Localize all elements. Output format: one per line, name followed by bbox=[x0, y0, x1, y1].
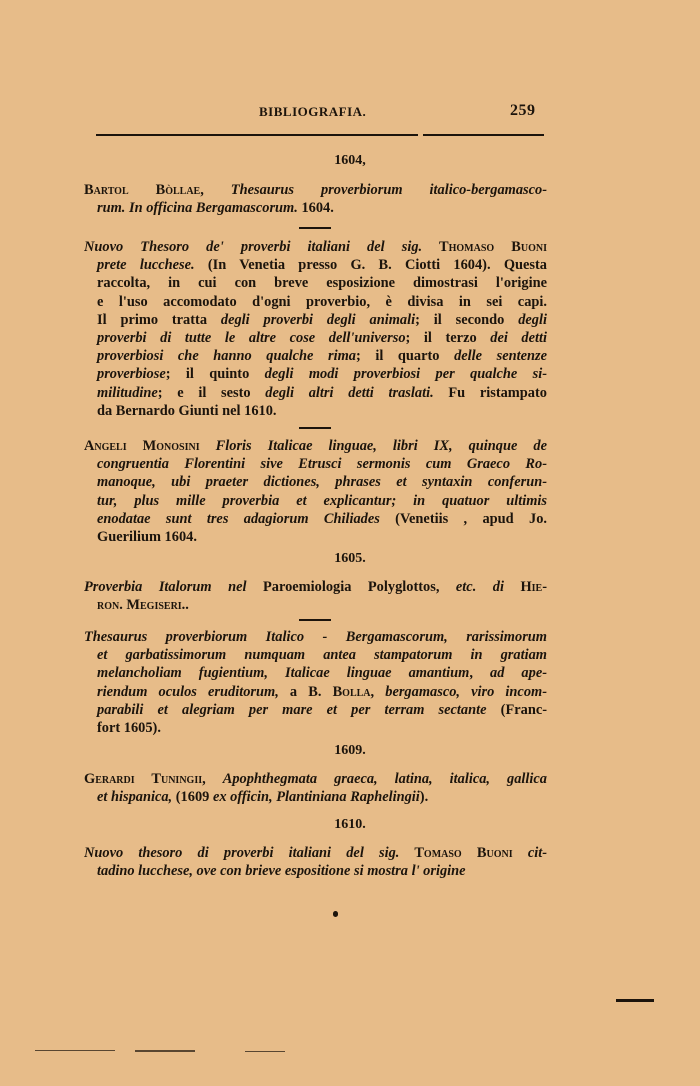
scan-mark bbox=[245, 1051, 285, 1052]
text: (Franc- bbox=[486, 701, 547, 718]
italic-text: et hispanica, bbox=[97, 789, 173, 806]
italic-text: militudine bbox=[97, 384, 158, 401]
text-line bbox=[84, 683, 547, 701]
italic-text: degli modi proverbiosi per qualche si- bbox=[264, 366, 547, 383]
italic-text: congruentia Florentini sive Etrusci sermonis cum Graeco Ro- bbox=[97, 456, 547, 473]
italic-text: prete lucchese. bbox=[97, 257, 195, 274]
bibliography-entry bbox=[84, 181, 547, 217]
page-number: 259 bbox=[510, 102, 536, 119]
italic-text: riendum oculos eruditorum, bbox=[97, 683, 279, 700]
year-heading-1610: 1610. bbox=[334, 817, 366, 832]
italic-text: delle sentenze bbox=[454, 348, 547, 365]
italic-text: tadino lucchese, ove con brieve espositione si mostra l' origine bbox=[97, 863, 466, 880]
ink-spot bbox=[333, 911, 338, 917]
author-name: ron. Megiseri.. bbox=[97, 597, 189, 614]
year-heading-1609: 1609. bbox=[334, 743, 366, 758]
text: ). bbox=[419, 789, 429, 806]
italic-text: ex officin, Plantiniana Raphelingii bbox=[212, 789, 420, 806]
separator-dash bbox=[299, 619, 331, 621]
header-rule-right bbox=[423, 134, 544, 136]
text-line bbox=[84, 788, 547, 806]
text-line bbox=[84, 664, 547, 682]
text: Paroemiologia Polyglottos, bbox=[246, 579, 456, 595]
text: Fu ristampato bbox=[433, 384, 547, 401]
text-line bbox=[84, 384, 547, 402]
text: raccolta, in cui con breve esposizione dimostrasi l'origine bbox=[97, 275, 547, 292]
italic-text: parabili et alegriam per mare et per terram sectante bbox=[97, 701, 487, 718]
italic-text: tur, plus mille proverbia et explicantur; in quatuor ultimis bbox=[97, 492, 547, 509]
bibliography-entry bbox=[84, 578, 547, 614]
text-line bbox=[84, 646, 547, 664]
text-line bbox=[84, 347, 547, 365]
author-name: Bartol Bòllae, bbox=[84, 182, 204, 198]
text-line bbox=[84, 492, 547, 510]
italic-text: Apophthegmata graeca, latina, italica, gallica bbox=[222, 771, 547, 787]
year-heading-1604: 1604, bbox=[334, 153, 366, 168]
scan-mark bbox=[35, 1050, 115, 1051]
bibliography-entry bbox=[84, 238, 547, 420]
italic-text: degli proverbi degli animali bbox=[220, 311, 416, 328]
italic-text: Thesaurus proverbiorum italico-bergamasco- bbox=[203, 182, 547, 198]
italic-text: Floris Italicae linguae, libri IX, quinque de bbox=[215, 438, 547, 454]
text-line bbox=[84, 256, 547, 274]
italic-text: et garbatissimorum numquam antea stampatorum in gratiam bbox=[97, 647, 547, 664]
separator-dash bbox=[299, 427, 331, 429]
text: Il primo tratta bbox=[97, 311, 221, 328]
author-name: Gerardi Tuningii, bbox=[84, 771, 223, 787]
text-line bbox=[84, 528, 547, 546]
author-name: Thomaso Buoni bbox=[422, 239, 547, 255]
text: e l'uso accomodato d'ogni proverbio, è divisa in sei capi. bbox=[97, 293, 547, 310]
italic-text: Proverbia Italorum nel bbox=[84, 579, 247, 595]
author-name: Angeli Monosini bbox=[84, 438, 216, 454]
text-line bbox=[84, 293, 547, 311]
text: ; e il sesto bbox=[157, 384, 266, 401]
text: (1609 bbox=[172, 789, 213, 806]
text-line bbox=[84, 628, 547, 646]
text-line bbox=[84, 329, 547, 347]
italic-text: Thesaurus proverbiorum Italico - Bergamascorum, rarissimorum bbox=[84, 629, 547, 645]
text: (Venetiis , apud Jo. bbox=[379, 510, 547, 527]
italic-text: proverbi di tutte le altre cose dell'universo bbox=[97, 329, 406, 346]
text-line bbox=[84, 238, 547, 256]
text: fort 1605). bbox=[97, 719, 161, 736]
text: Guerilium 1604. bbox=[97, 528, 197, 545]
text: , bbox=[370, 683, 386, 700]
text-line bbox=[84, 274, 547, 292]
text: ; il secondo bbox=[415, 311, 519, 328]
text: ; il terzo bbox=[405, 329, 491, 346]
text: (In Venetia presso G. B. Ciotti 1604). Questa bbox=[194, 257, 547, 274]
text-line bbox=[84, 402, 547, 420]
text-line bbox=[84, 311, 547, 329]
bibliography-entry bbox=[84, 437, 547, 546]
separator-dash bbox=[299, 227, 331, 229]
author-name: B. Bolla bbox=[308, 683, 371, 700]
text-line bbox=[84, 596, 547, 614]
text-line bbox=[84, 578, 547, 596]
italic-text: cit- bbox=[527, 845, 547, 861]
italic-text: Nuovo thesoro di proverbi italiani del sig. bbox=[84, 845, 400, 861]
text-line bbox=[84, 862, 547, 880]
italic-text: rum. In officina Bergamascorum. bbox=[97, 200, 298, 217]
italic-text: bergamasco, viro incom- bbox=[385, 683, 547, 700]
text-line bbox=[84, 455, 547, 473]
text-line bbox=[84, 770, 547, 788]
text-line bbox=[84, 719, 547, 737]
text-line bbox=[84, 365, 547, 383]
text-line bbox=[84, 701, 547, 719]
text: ; il quinto bbox=[165, 366, 265, 383]
italic-text: ad ape- bbox=[490, 665, 547, 682]
header-rule-left bbox=[96, 134, 418, 136]
header-title: BIBLIOGRAFIA. bbox=[259, 104, 367, 119]
text: da Bernardo Giunti nel 1610. bbox=[97, 402, 277, 419]
italic-text: enodatae sunt tres adagiorum Chiliades bbox=[97, 510, 380, 527]
italic-text: melancholiam fugientium, Italicae linguae amantium bbox=[97, 665, 470, 682]
scan-mark bbox=[135, 1050, 195, 1052]
italic-text: etc. di bbox=[455, 579, 504, 595]
text-line bbox=[84, 437, 547, 455]
italic-text: proverbiosi che hanno qualche rima bbox=[97, 348, 356, 365]
text: ; il quarto bbox=[355, 348, 455, 365]
text-line bbox=[84, 199, 547, 217]
text: a bbox=[278, 683, 309, 700]
bibliography-entry bbox=[84, 844, 547, 880]
text-line bbox=[84, 181, 547, 199]
text-line bbox=[84, 844, 547, 862]
italic-text: dei detti bbox=[490, 329, 547, 346]
italic-text: Nuovo Thesoro de' proverbi italiani del sig. bbox=[84, 239, 423, 255]
italic-text: manoque, ubi praeter dictiones, phrases et syntaxin conferun- bbox=[97, 474, 547, 491]
text-line bbox=[84, 510, 547, 528]
bibliography-entry bbox=[84, 628, 547, 737]
author-name: Hie- bbox=[503, 579, 547, 595]
author-name: Tomaso Buoni bbox=[399, 845, 528, 861]
text: , bbox=[469, 665, 491, 682]
italic-text: degli bbox=[518, 311, 547, 328]
bibliography-entry bbox=[84, 770, 547, 806]
year-heading-1605: 1605. bbox=[334, 551, 366, 566]
text: 1604. bbox=[297, 200, 334, 217]
italic-text: degli altri detti traslati. bbox=[265, 384, 434, 401]
scan-mark bbox=[616, 999, 654, 1002]
text-line bbox=[84, 473, 547, 491]
italic-text: proverbiose bbox=[97, 366, 166, 383]
